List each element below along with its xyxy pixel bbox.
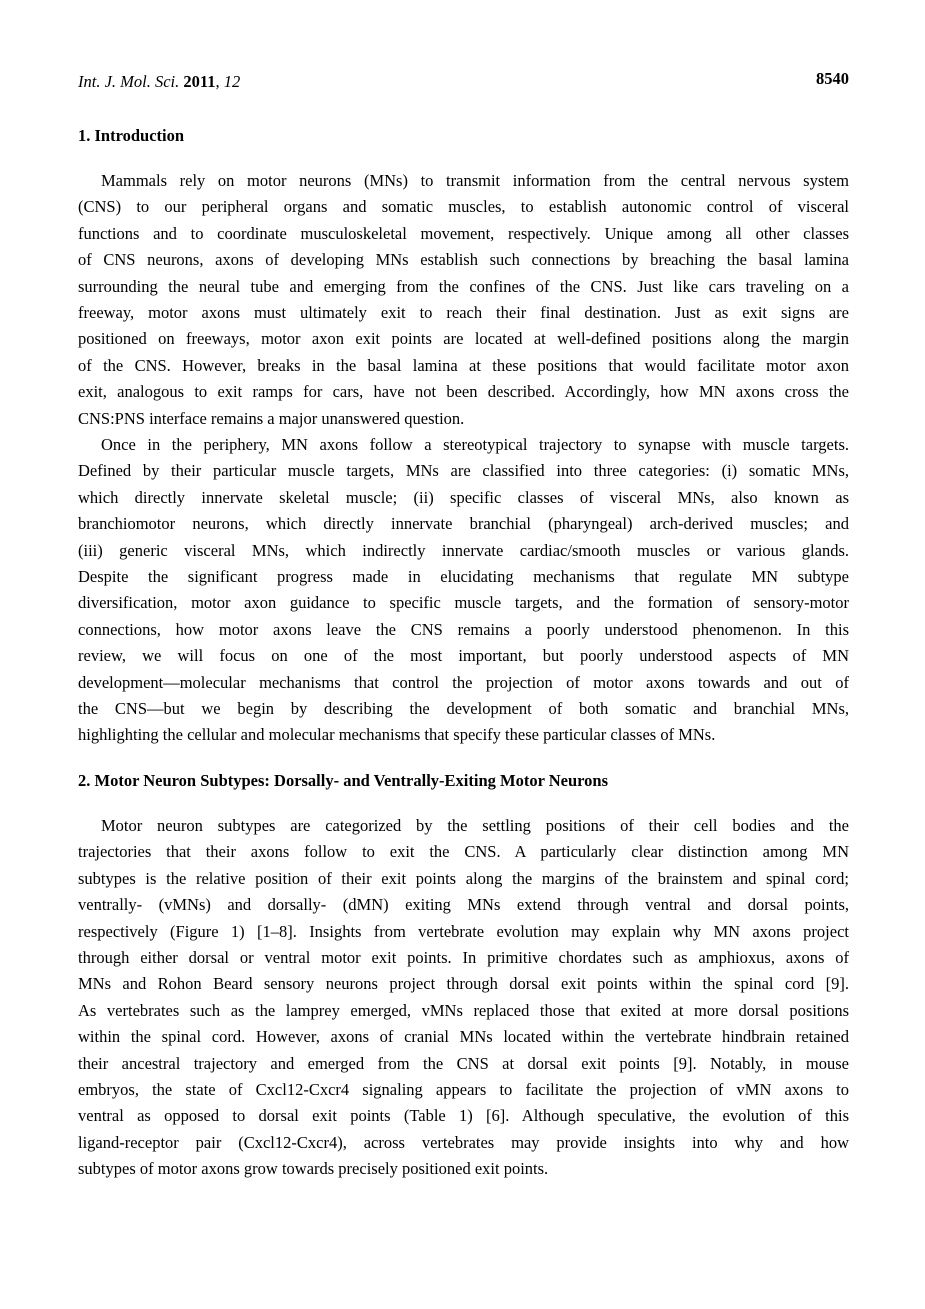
text-line: trajectories that their axons follow to exit the CNS. A particularly clear distinction among MN (78, 842, 849, 862)
page-number: 8540 (816, 69, 849, 88)
journal-name: Int. J. Mol. Sci. (78, 72, 180, 91)
text-line: of the CNS. However, breaks in the basal lamina at these positions that would facilitate motor axon (78, 355, 849, 375)
header-separator: , (215, 72, 224, 91)
text-line: surrounding the neural tube and emerging from the confines of the CNS. Just like cars traveling on a (78, 276, 849, 296)
section-heading-motor-neuron-subtypes: 2. Motor Neuron Subtypes: Dorsally- and Ventrally-Exiting Motor Neurons (78, 771, 609, 790)
paragraph (78, 168, 849, 432)
paragraph (78, 813, 849, 1182)
running-head (78, 71, 240, 93)
text-line: embryos, the state of Cxcl12-Cxcr4 signaling appears to facilitate the projection of vMN axons to (78, 1079, 849, 1099)
text-line: MNs and Rohon Beard sensory neurons project through dorsal exit points within the spinal cord [9]. (78, 974, 849, 994)
text-line: CNS:PNS interface remains a major unanswered question. (78, 408, 465, 428)
text-line: Once in the periphery, MN axons follow a stereotypical trajectory to synapse with muscle targets. (101, 435, 849, 454)
text-line: exit, analogous to exit ramps for cars, have not been described. Accordingly, how MN axons cross the (78, 382, 849, 402)
text-line: branchiomotor neurons, which directly innervate branchial (pharyngeal) arch-derived muscles; and (78, 514, 849, 534)
text-line: Mammals rely on motor neurons (MNs) to transmit information from the central nervous system (101, 171, 849, 190)
text-line: Motor neuron subtypes are categorized by the settling positions of their cell bodies and the (101, 816, 849, 835)
text-line: (CNS) to our peripheral organs and somatic muscles, to establish autonomic control of visceral (78, 197, 849, 217)
text-line: development—molecular mechanisms that control the projection of motor axons towards and out of (78, 672, 849, 692)
text-line: through either dorsal or ventral motor exit points. In primitive chordates such as amphioxus, axons of (78, 947, 849, 967)
journal-year: 2011 (183, 72, 216, 91)
text-line: highlighting the cellular and molecular mechanisms that specify these particular classes of MNs. (78, 725, 716, 745)
journal-volume: 12 (223, 72, 241, 91)
paragraph (78, 432, 849, 749)
text-line: review, we will focus on one of the most important, but poorly understood aspects of MN (78, 646, 849, 666)
text-line: functions and to coordinate musculoskeletal movement, respectively. Unique among all other classes (78, 223, 849, 243)
text-line: Despite the significant progress made in elucidating mechanisms that regulate MN subtype (78, 566, 849, 586)
text-line: ligand-receptor pair (Cxcl12-Cxcr4), across vertebrates may provide insights into why and how (78, 1132, 849, 1152)
text-line: diversification, motor axon guidance to specific muscle targets, and the formation of sensory-motor (78, 593, 849, 613)
text-line: which directly innervate skeletal muscle; (ii) specific classes of visceral MNs, also known as (78, 487, 849, 507)
text-line: their ancestral trajectory and emerged from the CNS at dorsal exit points [9]. Notably, in mouse (78, 1053, 849, 1073)
text-line: within the spinal cord. However, axons of cranial MNs located within the vertebrate hindbrain retained (78, 1027, 849, 1047)
text-line: ventrally- (vMNs) and dorsally- (dMN) exiting MNs extend through ventral and dorsal points, (78, 895, 849, 915)
text-line: subtypes is the relative position of their exit points along the margins of the brainstem and spinal cord; (78, 868, 849, 888)
text-line: ventral as opposed to dorsal exit points (Table 1) [6]. Although speculative, the evolution of this (78, 1106, 849, 1126)
text-line: respectively (Figure 1) [1–8]. Insights from vertebrate evolution may explain why MN axons project (78, 921, 849, 941)
text-line: As vertebrates such as the lamprey emerged, vMNs replaced those that exited at more dorsal positions (78, 1000, 849, 1020)
text-line: the CNS—but we begin by describing the development of both somatic and branchial MNs, (78, 698, 849, 718)
text-line: of CNS neurons, axons of developing MNs establish such connections by breaching the basal lamina (78, 250, 849, 270)
text-line: freeway, motor axons must ultimately exit to reach their final destination. Just as exit signs are (78, 302, 849, 322)
text-line: subtypes of motor axons grow towards precisely positioned exit points. (78, 1159, 549, 1179)
section-heading-introduction: 1. Introduction (78, 126, 185, 145)
text-line: positioned on freeways, motor axon exit points are located at well-defined positions along the margin (78, 329, 849, 349)
text-line: (iii) generic visceral MNs, which indirectly innervate cardiac/smooth muscles or various glands. (78, 540, 849, 560)
text-line: Defined by their particular muscle targets, MNs are classified into three categories: (i) somatic MNs, (78, 461, 849, 481)
text-line: connections, how motor axons leave the CNS remains a poorly understood phenomenon. In this (78, 619, 849, 639)
